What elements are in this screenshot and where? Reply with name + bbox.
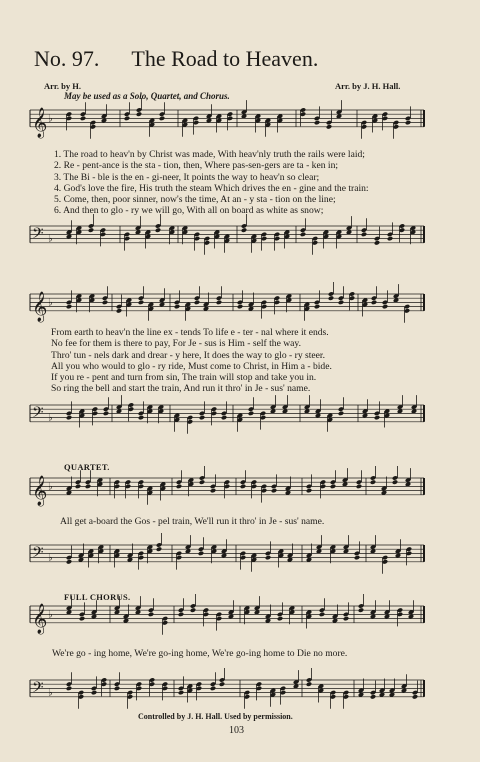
- note-head: [361, 232, 367, 237]
- note-head: [66, 304, 72, 309]
- verse-line: 2. Re - pent-ance is the sta - tion, then, Where pas-sen-gers are ta - ken in;: [54, 160, 339, 172]
- page-number: 103: [229, 725, 244, 736]
- note-head: [370, 479, 376, 484]
- permission-credit: Controlled by J. H. Hall. Used by permission.: [138, 712, 293, 721]
- note-head: [306, 681, 312, 686]
- verse-line: 3. The Bi - ble is the en - gi-neer, It points the way to heav'n so clear;: [54, 171, 320, 183]
- note-head: [199, 479, 205, 484]
- note-head: [194, 300, 200, 305]
- note-head: [370, 694, 376, 699]
- note-head: [412, 694, 418, 699]
- arranger-left: Arr. by H.: [44, 81, 81, 91]
- note-head: [271, 488, 277, 493]
- note-head: [374, 240, 380, 245]
- quartet-label: QUARTET.: [64, 462, 110, 472]
- note-head: [103, 411, 109, 416]
- note-head: [221, 415, 227, 420]
- note-head: [240, 484, 246, 489]
- verse-line: 6. And then to glo - ry we will go, With all on board as white as snow;: [54, 205, 324, 217]
- note-head: [300, 232, 306, 237]
- note-head: [358, 607, 364, 612]
- note-head: [178, 690, 184, 695]
- flat-icon: ♭: [48, 113, 53, 125]
- flat-icon: ♭: [48, 687, 53, 699]
- note-head: [66, 559, 72, 564]
- note-head: [356, 484, 362, 489]
- note-head: [314, 304, 320, 309]
- note-head: [155, 227, 161, 232]
- verse-line: 1. The road to heav'n by Christ was made, With heav'nly truth the rails were laid;: [54, 149, 365, 160]
- bass-clef-icon: 𝄢: [32, 403, 44, 425]
- note-head: [199, 415, 205, 420]
- verse-line: No fee for them is there to pay, For Je - sus is Him - self the way.: [51, 338, 301, 350]
- note-head: [328, 295, 334, 300]
- note-head: [124, 116, 130, 121]
- note-head: [102, 300, 108, 305]
- note-head: [176, 484, 182, 489]
- note-head: [306, 488, 312, 493]
- note-head: [210, 488, 216, 493]
- bass-clef-icon: 𝄢: [32, 224, 44, 246]
- verse-line: 5. Come, then, poor sinner, now's the time, At an - y sta - tion on the line;: [54, 194, 336, 206]
- treble-clef-icon: 𝄞: [32, 107, 48, 138]
- note-head: [371, 300, 377, 305]
- note-head: [136, 111, 142, 116]
- treble-clef-icon: 𝄞: [32, 291, 48, 322]
- flat-icon: ♭: [48, 609, 53, 621]
- note-head: [66, 415, 72, 420]
- note-head: [326, 124, 332, 129]
- chorus-lyric: We're go - ing home, We're go-ing home, We're go-ing home to Die no more.: [52, 648, 348, 659]
- note-head: [219, 681, 225, 686]
- note-head: [248, 411, 254, 416]
- note-head: [387, 236, 393, 241]
- note-head: [138, 415, 144, 420]
- note-head: [354, 555, 360, 560]
- hymn-title: The Road to Heaven.: [131, 46, 319, 71]
- note-head: [265, 555, 271, 560]
- verse-line: Thro' tun - nels dark and drear - y here, It does the way to glo - ry steer.: [51, 349, 325, 361]
- note-head: [159, 116, 165, 121]
- treble-clef-icon: 𝄞: [32, 475, 48, 506]
- verse-line: All you who would to glo - ry ride, Must come to Christ, in Him a - bide.: [51, 360, 332, 372]
- note-head: [79, 616, 85, 621]
- note-head: [237, 304, 243, 309]
- note-head: [85, 484, 91, 489]
- chorus-label: FULL CHORUS.: [64, 592, 131, 602]
- treble-clef-icon: 𝄞: [32, 603, 48, 634]
- note-head: [80, 116, 86, 121]
- note-head: [116, 308, 122, 313]
- flat-icon: ♭: [48, 233, 53, 245]
- note-head: [91, 690, 97, 695]
- note-head: [314, 120, 320, 125]
- flat-icon: ♭: [48, 412, 53, 424]
- note-head: [114, 686, 120, 691]
- note-head: [66, 686, 72, 691]
- verse-line: 4. God's love the fire, His truth the steam Which drives the en - gine and the train:: [54, 182, 369, 194]
- note-head: [75, 484, 81, 489]
- note-head: [216, 300, 222, 305]
- verse-line: If you re - pent and turn from sin, The train will stop and take you in.: [51, 372, 317, 384]
- note-head: [330, 484, 336, 489]
- note-head: [405, 120, 411, 125]
- arranger-right: Arr. by J. H. Hall.: [335, 81, 401, 91]
- note-head: [138, 300, 144, 305]
- bass-clef-icon: 𝄢: [32, 678, 44, 700]
- flat-icon: ♭: [48, 552, 53, 564]
- flat-icon: ♭: [48, 297, 53, 309]
- note-head: [88, 227, 94, 232]
- note-head: [190, 607, 196, 612]
- note-head: [198, 551, 204, 556]
- note-head: [178, 612, 184, 617]
- note-head: [343, 616, 349, 621]
- note-head: [382, 304, 388, 309]
- note-head: [374, 415, 380, 420]
- note-head: [319, 612, 325, 617]
- verse-line: So ring the bell and start the train, And run it thro' in Je - sus' name.: [51, 383, 311, 395]
- note-head: [174, 304, 180, 309]
- note-head: [338, 411, 344, 416]
- verse-line: From earth to heav'n the line ex - tends To life e - ter - nal where it ends.: [51, 327, 329, 338]
- bass-clef-icon: 𝄢: [32, 543, 44, 565]
- hymn-number: No. 97.: [34, 46, 100, 71]
- performance-note: May be used as a Solo, Quartet, and Chorus.: [64, 91, 230, 101]
- note-head: [241, 227, 247, 232]
- flat-icon: ♭: [48, 481, 53, 493]
- quartet-lyric: All get a-board the Gos - pel train, We'll run it thro' in Je - sus' name.: [60, 516, 325, 527]
- note-head: [338, 300, 344, 305]
- note-head: [156, 546, 162, 551]
- note-head: [277, 616, 283, 621]
- note-head: [392, 479, 398, 484]
- note-head: [210, 686, 216, 691]
- note-head: [148, 612, 154, 617]
